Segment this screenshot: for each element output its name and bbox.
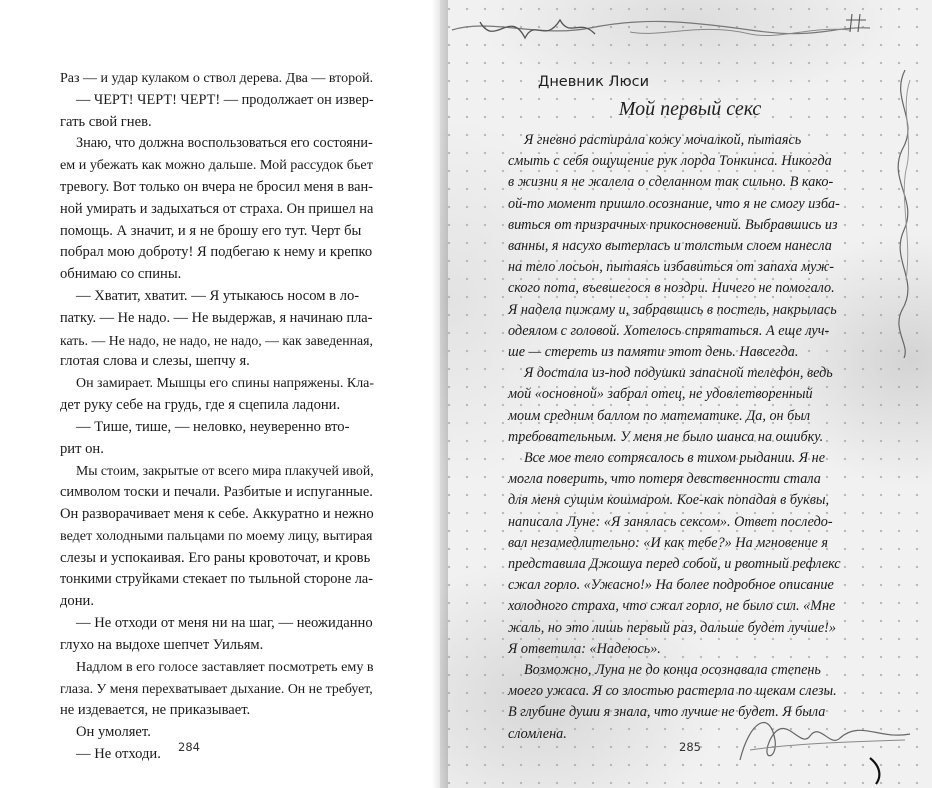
text-line: представила Джошуа перед собой, и рвотный рефлекс xyxy=(508,556,841,573)
text-line: моего ужаса. Я со злостью растерла по щекам слезы. xyxy=(508,683,837,700)
text-line: ше — стереть из памяти этот день. Навсегда. xyxy=(508,344,799,361)
text-line: Я гневно растирала кожу мочалкой, пытаясь xyxy=(524,132,802,148)
scribble-margin-decoration xyxy=(880,70,930,360)
page-number-right: 285 xyxy=(679,740,701,754)
text-line: Знаю, что должна воспользоваться его состояни- xyxy=(76,135,373,152)
text-line: патку. — Не надо. — Не выдержав, я начинаю пла- xyxy=(60,309,373,326)
text-line: тревогу. Вот только он вчера не бросил меня в ван- xyxy=(60,178,373,195)
text-line: на тело лосьон, пытаясь избавиться от запаха муж- xyxy=(508,259,835,276)
book-gutter xyxy=(432,0,448,788)
text-line: для меня сущим кошмаром. Кое-как попадая в буквы, xyxy=(508,492,830,509)
text-line: написала Луне: «Я занялась сексом». Ответ последо- xyxy=(508,513,833,530)
right-page-text xyxy=(508,130,866,745)
text-line: Он разворачивает меня к себе. Аккуратно и нежно xyxy=(60,505,374,522)
text-line: — Хватит, хватит. — Я утыкаюсь носом в ло- xyxy=(76,287,360,304)
text-line: в жизни я не жалела о сделанном так сильно. В како- xyxy=(508,174,834,191)
text-line: могла поверить, что потеря девственности стала xyxy=(508,471,821,488)
left-page xyxy=(0,0,440,788)
text-line: вал незамедлительно: «И как тебе?» На мгновение я xyxy=(508,534,828,551)
text-line: жаль, но это лишь первый раз, дальше будет лучше!» xyxy=(508,619,836,636)
text-line: ной умирать и задыхаться от страха. Он пришел на xyxy=(60,200,374,217)
text-line: обнимаю со спины. xyxy=(60,266,182,283)
text-line: глухо на выдохе шепчет Уильям. xyxy=(60,636,264,653)
text-line: Все мое тело сотрясалось в тихом рыдании. Я не xyxy=(524,450,826,467)
text-line: дони. xyxy=(60,593,94,610)
text-line: смыть с себя ощущение рук лорда Тонкинса. Никогда xyxy=(508,153,832,170)
text-line: — Не отходи от меня ни на шаг, — неожиданно xyxy=(76,614,373,631)
text-line: мой «основной» забрал отец, не удовлетворенный xyxy=(508,386,813,403)
text-line: ванны, я насухо вытерлась и толстым слоем нанесла xyxy=(508,238,832,255)
signature-scribble-decoration xyxy=(730,700,920,786)
text-line: требовательным. У меня не было шанса на ошибку. xyxy=(508,428,824,445)
right-page xyxy=(440,0,932,788)
text-line: ского пота, въевшегося в ноздри. Ничего не помогало. xyxy=(508,280,835,297)
text-line: Надлом в его голосе заставляет посмотреть ему в xyxy=(76,658,374,675)
diary-header: Дневник Люси xyxy=(538,74,650,90)
text-line: Я надела пижаму и, забравшись в постель, накрылась xyxy=(508,301,837,318)
text-line: одеялом с головой. Хотелось спрятаться. А еще луч- xyxy=(508,322,830,339)
text-line: Раз — и удар кулаком о ствол дерева. Два — второй. xyxy=(60,71,374,86)
text-line: — ЧЕРТ! ЧЕРТ! ЧЕРТ! — продолжает он извер- xyxy=(76,91,374,108)
text-line: кать. — Не надо, не надо, не надо, — как заведенная, xyxy=(60,332,373,348)
text-line: глаза. У меня перехватывает дыхание. Он не требует, xyxy=(60,681,373,697)
text-line: — Не отходи. xyxy=(76,745,161,762)
scribble-top-decoration xyxy=(450,8,890,48)
text-line: символом тоски и печали. Разбитые и испуганные. xyxy=(60,484,373,501)
page-number-left: 284 xyxy=(178,740,200,754)
text-line: Я достала из-под подушки запасной телефон, ведь xyxy=(524,365,833,382)
text-line: глотая слова и слезы, шепчу я. xyxy=(60,353,250,370)
text-line: виться от призрачных прикосновений. Выбравшись из xyxy=(508,216,838,233)
text-line: помощь. А значит, и я не брошу его тут. Черт бы xyxy=(60,222,362,239)
text-line: рит он. xyxy=(60,440,104,457)
left-page-text xyxy=(60,68,374,766)
text-line: сжал горло. «Ужасно!» На более подробное описание xyxy=(508,577,834,594)
text-line: не издевается, не приказывает. xyxy=(60,702,251,719)
text-line: ой-то момент пришло осознание, что я не смогу изба- xyxy=(508,195,840,212)
text-line: — Тише, тише, — неловко, неуверенно вто- xyxy=(76,418,350,435)
text-line: моим средним баллом по математике. Да, он был xyxy=(508,407,811,424)
text-line: Мы стоим, закрытые от всего мира плакучей ивой, xyxy=(76,463,374,479)
text-line: дет руку себе на грудь, где я сцепила ладони. xyxy=(60,396,341,413)
text-line: Он замирает. Мышцы его спины напряжены. Кла- xyxy=(76,376,375,392)
text-line: Я ответила: «Надеюсь». xyxy=(508,640,661,657)
text-line: Возможно, Луна не до конца осознавала степень xyxy=(524,662,821,679)
text-line: В глубине души я знала, что лучше не будет. Я была xyxy=(508,704,826,721)
text-line: побрал мою доброту! Я подбегаю к нему и крепко xyxy=(60,244,373,261)
text-line: Он умоляет. xyxy=(76,723,151,740)
text-line: холодного страха, что сжал горло, не было сил. «Мне xyxy=(508,598,836,615)
text-line: ем и убежать как можно дальше. Мой рассудок бьет xyxy=(60,157,373,174)
text-line: тонкими струйками стекает по тыльной стороне ла- xyxy=(60,571,373,588)
chapter-title: Мой первый секс xyxy=(618,98,762,120)
text-line: сломлена. xyxy=(508,725,567,742)
text-line: гать свой гнев. xyxy=(60,113,152,130)
text-line: ведет холодными пальцами по моему лицу, вытирая xyxy=(60,527,373,544)
text-line: слезы и успокаивая. Его раны кровоточат, и кровь xyxy=(60,549,371,566)
